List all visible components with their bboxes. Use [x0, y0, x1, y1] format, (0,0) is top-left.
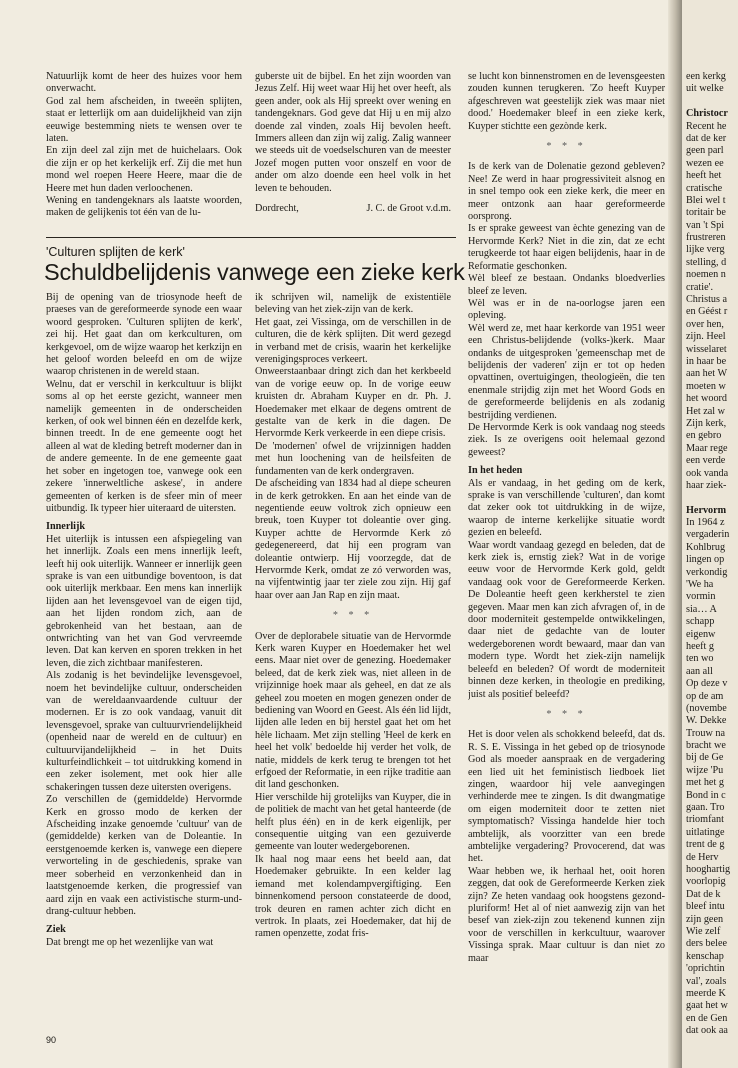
next-page-line: het woord — [686, 393, 728, 405]
article-kicker: 'Culturen splijten de kerk' — [46, 245, 185, 259]
paragraph: En zijn deel zal zijn met de huichelaars. Ook die zijn er op het kerkelijk erf. Zij die met hun mond wel roepen Heere Heere, maar die de Heere met hun daden verloochenen. — [46, 145, 242, 194]
next-page-line: heeft g — [686, 640, 715, 652]
next-page-line: moeten w — [686, 380, 726, 392]
next-page-line: wisselaret — [686, 343, 727, 355]
next-page-line: in haar be — [686, 355, 727, 367]
paragraph: Wening en tandengeknars als laatste woorden, maken de gelijkenis tot één van de lu- — [46, 195, 242, 219]
paragraph: Als zodanig is het bevindelijke levensgevoel, noem het bevindelijke cultuur, onderscheiden van de wereldaanvaardende cultuur der modernen. Er is zo ook vandaag, vanuit dit levensgevoel, sprake van cultuurvriendelijkheid (openheid naar de wereld en de cultuur) en cultuurvijandelijkheid – in het Duits kulturfeindlichkeit – tot uitdrukking komend in een zeker isolement, met ook hier alle schakeringen tussen deze uitersten overigens. — [46, 670, 242, 793]
next-page-line: en de Gen — [686, 1012, 728, 1024]
next-page-line: zijn geen — [686, 913, 724, 925]
next-page-line — [686, 96, 738, 108]
next-page-line: Hervorm — [686, 504, 727, 516]
section-break-stars: * * * — [546, 708, 587, 720]
paragraph: Waar wordt vandaag gezegd en beleden, dat de kerk ziek is, ernstig ziek? Wat in de vorige eeuw voor de Hervormde Kerk gold, geldt vandaag ook voor de Gereformeerde Kerken. De Doleantie heeft geen kerkherstel te zien gegeven. Maar men kan zich afvragen of, in de door moderniteit gestempelde ontwikkelingen, daar niet de gedachte van de louter wedergeborenen wordt bewaard, maar dan van modern type. Wordt het ziek-zijn namelijk beleefd en beleden? Of wordt de moderniteit binnen deze kerken, in theologie en prediking, juist als positief beleefd? — [468, 539, 665, 700]
paragraph: Welnu, dat er verschil in kerkcultuur is blijkt soms al op het eerste gezicht, wanneer men namelijk gemeenten in de onderscheiden kerken, of ook wel binnen één en dezelfde kerk, binnen treedt. In de ene gemeente oogt het alleen al wat de kleding betreft moderner dan in de andere gemeente. In de ene gemeente gaat het sober en ingetogen toe, vanwege ook een zekere 'innerweltliche askese', in andere gemeenten of kerken is de sfeer min of meer uitbundig. Ik typeer hier uiteraard de uitersten. — [46, 378, 242, 514]
next-page-line: triomfant — [686, 814, 724, 826]
next-page-line: dat de ker — [686, 132, 727, 144]
next-page-line: over hen, — [686, 318, 724, 330]
next-page-line: schapp — [686, 616, 715, 628]
next-page-line: bij de Ge — [686, 752, 724, 764]
paragraph: Bij de opening van de triosynode heeft de praeses van de gereformeerde synode een waar woord gesproken. 'Culturen splijten de kerk', zei hij. Het gaat dan om kerkculturen, om kerkgevoel, om de wijze waarop het kerkzijn en het geloof worden beleefd en om de wijze waarop christenen in de wereld staan. — [46, 292, 242, 378]
next-page-line: op de am — [686, 690, 724, 702]
next-page-line: aan all — [686, 665, 713, 677]
next-page-line: lingen op — [686, 554, 725, 566]
next-page-line: Trouw na — [686, 727, 725, 739]
paragraph: Zo verschillen de (gemiddelde) Hervormde Kerk en grosso modo de kerken der Afscheiding inzake genoemde 'cultuur' van de (gemiddelde) kerken van de Doleantie. In eerstgenoemde kerken is, vanwege een diepere verworteling in de geschiedenis, sprake van meer soberheid en verzonkenheid dan in laatstgenoemde kerken, die progressief van aard zijn en vaak een activistische sturm-und-drang-cultuur hebben. — [46, 794, 242, 917]
next-page-edge — [682, 0, 738, 1068]
next-page-line: een kerkg — [686, 71, 726, 82]
next-page-line: een verde — [686, 455, 726, 467]
next-page-line: sia… A — [686, 603, 717, 615]
top-column-1 — [46, 71, 242, 231]
next-page-line: geen parl — [686, 145, 724, 157]
article-column-3 — [468, 71, 665, 1028]
signature-place: Dordrecht, — [255, 203, 299, 215]
next-page-line: en Géést r — [686, 306, 728, 318]
next-page-line: W. Dekke — [686, 715, 727, 727]
next-page-line: hooghartig — [686, 864, 731, 875]
next-page-line: Christus a — [686, 294, 728, 306]
page-number: 90 — [46, 1035, 57, 1045]
next-page-line: Kohlbrug — [686, 541, 726, 553]
next-page-line: bleef intu — [686, 901, 725, 913]
next-page-line: (novembe — [686, 702, 727, 714]
paragraph: De afscheiding van 1834 had al diepe scheuren in de kerk getrokken. En aan het einde van de negentiende eeuw voltrok zich opnieuw een breuk, toen Kuyper tot doleantie over ging. Kuyper achtte de Hervormde Kerk zó gedegenereerd, dat hij een program van doleantie ontwierp. Hij voorzegde, dat de Hervormde Kerk, omdat ze zó verworden was, na vijfentwintig jaar ter ziele zou zijn. Hij gaf haar over aan Jan Rap en zijn maat. — [255, 478, 451, 601]
paragraph: Is er sprake geweest van èchte genezing van de Hervormde Kerk? Niet in die zin, dat ze echt terugkeerde tot haar eigen belijdenis, haar in de Reformatie geschonken. — [468, 223, 665, 272]
next-page-line: trent de g — [686, 839, 725, 851]
next-page-line: Bond in c — [686, 789, 726, 801]
paragraph: Over de deplorabele situatie van de Hervormde Kerk waren Kuyper en Hoedemaker het wel eens. Maar niet over de genezing. Hoedemaker beleed, dat de kerk ziek was, niet alleen in de vrijzinnige hoek maar als geheel, en dat ze als geheel zou moeten en mogen genezen onder de bediening van Woord en Geest. Als één lid lijdt, lijden alle leden en bij herstel gaat het om het hèle lichaam. Met zijn stelling 'Heel de kerk en heel het volk' bedoelde hij verder het volk, de natie, middels de kerk terug te brengen tot het erfgoed der Reformatie, in een rijke traditie aan dit land geschonken. — [255, 630, 451, 791]
subheading-ziek: Ziek — [46, 924, 66, 936]
signature-name: J. C. de Groot v.d.m. — [366, 203, 451, 215]
next-page-fragments — [686, 71, 738, 1037]
next-page-line: In 1964 z — [686, 517, 725, 529]
next-page-line: Recent he — [686, 120, 727, 132]
paragraph: ik schrijven wil, namelijk de existentiële beleving van het ziek-zijn van de kerk. — [255, 292, 451, 316]
next-page-line: cratische — [686, 182, 723, 194]
next-page-line: frustreren — [686, 232, 726, 244]
paragraph: God zal hem afscheiden, in tweeën splijten, staat er letterlijk om aan duidelijkheid van zijn eeuwige bestemming niets te wensen over te laten. — [46, 95, 242, 145]
next-page-line: eigenw — [686, 628, 716, 640]
paragraph: Ik haal nog maar eens het beeld aan, dat Hoedemaker gebruikte. In een kelder lag iemand met kolendampvergiftiging. Een binnenkomend persoon constateerde de dood, trok deuren en ramen achter zich dicht en vertrok. In plaats, zei Hoedemaker, dat hij de ramen openzette, zodat fris- — [255, 853, 451, 940]
next-page-line: 'oprichtin — [686, 963, 725, 975]
paragraph: Dat brengt me op het wezenlijke van wat — [46, 936, 214, 948]
next-page-line: val', zoals — [686, 975, 727, 987]
next-page-line: uit welke — [686, 83, 724, 95]
next-page-line: dat ook aa — [686, 1025, 728, 1037]
section-divider — [46, 237, 456, 238]
paragraph: De 'modernen' ofwel de vrijzinnigen hadden met hun loochening van de heilsfeiten de fundamenten van de kerk ondergraven. — [255, 440, 451, 477]
paragraph: Onweerstaanbaar dringt zich dan het kerkbeeld van de vorige eeuw op. In de vorige eeuw kruisten dr. Abraham Kuyper en dr. Ph. J. Hoedemaker met elkaar de degens omtrent de gestalte van de kerk in die dagen. De Hervormde Kerk verkeerde in een diepe crisis. — [255, 366, 451, 440]
next-page-line: verkondig — [686, 566, 728, 578]
next-page-line: gaan. Tro — [686, 802, 725, 814]
next-page-line: uitlatinge — [686, 826, 725, 838]
next-page-line: vormin — [686, 591, 716, 603]
section-break-stars: * * * — [546, 141, 587, 153]
next-page-line: gaat het w — [686, 1000, 728, 1012]
paragraph: Het uiterlijk is intussen een afspiegeling van het innerlijk. Zoals een mens innerlijk leeft, leeft hij ook uiterlijk. Wanneer er innerlijk geen sprake is van een uitbundige boventoon, is dat ook uiterlijk merkbaar. Een mens kan innerlijk lijden aan het levensgevoel van de eigen tijd, aan het lijden rondom zich, aan de gebrokenheid van het bestaan, aan de ontwrichting van het van God vervreemde leven. Dat kan kerven en sporen trekken in het leven, die zich zichtbaar manifesteren. — [46, 533, 242, 669]
next-page-line: lijke verg — [686, 244, 725, 256]
next-page-line: vergaderin — [686, 529, 730, 541]
next-page-line: 'We ha — [686, 579, 714, 591]
paragraph: guberste uit de bijbel. En het zijn woorden van Jezus Zelf. Hij weet waar Hij het over heeft, als geen ander, ook als Hij spreekt over wening en tandengeknars. God geve dat Hij u en mij alzo doende zal vinden, zoals Hij bevolen heeft. Immers alleen dan zijn wij zalig. Zalig wanneer we steeds uit de voedselschuren van de meester Jozef mogen putten voor onszelf en voor de ander om alzo doende een heel volk in het leven te behouden. — [255, 71, 451, 194]
paragraph: Wèl bleef ze bestaan. Ondanks bloedverlies bleef ze leven. — [468, 273, 665, 297]
next-page-line: stelling, d — [686, 256, 727, 268]
next-page-line: wezen ee — [686, 157, 724, 169]
next-page-line: en gebro — [686, 430, 722, 442]
paragraph: Natuurlijk komt de heer des huizes voor hem onverwacht. — [46, 71, 242, 95]
next-page-line: bracht we — [686, 740, 726, 752]
article-headline: Schuldbelijdenis vanwege een zieke kerk — [44, 259, 465, 285]
paragraph: Hier verschilde hij grotelijks van Kuyper, die in de politiek de macht van het getal hanteerde (de helft plus één) en in de kerk eigenlijk, per consequentie uitging van een gezuiverde gemeente van louter wedergeborenen. — [255, 791, 451, 853]
next-page-line: voorlopig — [686, 876, 726, 888]
paragraph: Waar hebben we, ik herhaal het, ooit horen zeggen, dat ook de Gereformeerde Kerken ziek zijn? Ze heten vandaag ook hoogstens gezond-pluriform! Het al of niet aanwezig zijn van het besef van ziek-zijn zou tekenend kunnen zijn voor de verschillen in kerkcultuur, waarover Vissinga sprak. Maar cultuur is dan niet zo maar — [468, 865, 665, 964]
next-page-line: ders belee — [686, 938, 728, 950]
next-page-line: Wie zelf — [686, 925, 721, 937]
top-column-2 — [255, 71, 451, 231]
next-page-line: Zijn kerk, — [686, 417, 727, 429]
next-page-line: Op deze v — [686, 678, 728, 690]
next-page-line: haar ziek- — [686, 479, 727, 491]
section-break-stars: * * * — [332, 610, 374, 622]
article-column-2 — [255, 292, 451, 1028]
paragraph: se lucht kon binnenstromen en de levensgeesten zouden kunnen terugkeren. 'Zo heeft Kuyper afgeschreven wat geestelijk ziek was maar niet dood.' Hoedemaker bleef in een zieke kerk, Kuyper stichtte een gezònde kerk. — [468, 71, 665, 132]
subheading-innerlijk: Innerlijk — [46, 521, 86, 533]
next-page-line: Dat de k — [686, 888, 721, 900]
next-page-line: meerde K — [686, 987, 726, 999]
next-page-line: wijze 'Pu — [686, 764, 724, 776]
next-page-line: van 't Spi — [686, 219, 725, 231]
article-column-1 — [46, 292, 242, 1028]
next-page-line: aan het W — [686, 368, 728, 380]
next-page-line: Maar rege — [686, 442, 728, 454]
next-page-line: toritair be — [686, 207, 726, 219]
book-gutter — [668, 0, 682, 1068]
next-page-line: ten wo — [686, 653, 714, 665]
paragraph: Het gaat, zei Vissinga, om de verschillen in de culturen, die de kèrk splijten. Dit werd gezegd in verband met de crisis, waarin het kerkelijke verenigingsproces verkeert. — [255, 316, 451, 366]
next-page-line: noemen n — [686, 269, 726, 281]
paragraph: De Hervormde Kerk is ook vandaag nog steeds ziek. Is ze overigens ooit helemaal gezond geweest? — [468, 421, 665, 458]
subheading-in-het-heden: In het heden — [468, 465, 523, 477]
signature — [255, 203, 451, 215]
next-page-line: de Herv — [686, 851, 719, 863]
paragraph: Is de kerk van de Dolenatie gezond gebleven? Nee! Ze werd in haar progressiviteit alsnog en in snel tempo ook een zieke kerk, die meer en meer ontzonk aan haar gereformeerde oorsprong. — [468, 161, 665, 223]
next-page-line: met het g — [686, 777, 724, 789]
next-page-line: heeft het — [686, 170, 722, 182]
next-page-line: Blei wel t — [686, 194, 726, 206]
next-page-line — [686, 492, 738, 504]
paragraph: Wèl was er in de na-oorlogse jaren een opleving. — [468, 297, 665, 322]
next-page-line: kenschap — [686, 950, 724, 962]
paragraph: Wèl werd ze, met haar kerkorde van 1951 weer een Christus-belijdende (volks-)kerk. Maar ondanks de uitgesproken 'gemeenschap met de belijdenis der vaderen' zijn er tot op heden opvattinen, overtuigingen, theologieën, die ten enenmale strijdig zijn met het Woord Gods en de gereformeerde belijdenis en als zodanig bestrijding verdienen. — [468, 322, 665, 421]
next-page-line: zijn. Heel — [686, 331, 726, 343]
next-page-line: ook vanda — [686, 467, 729, 479]
paragraph: Als er vandaag, in het geding om de kerk, sprake is van verschillende 'culturen', dan komt dat zeker ook tot uitdrukking in de wijze, waarop de interne kerkelijke situatie wordt gezien en beleefd. — [468, 477, 665, 539]
paragraph: Het is door velen als schokkend beleefd, dat ds. R. S. E. Vissinga in het gebed op de triosynode God als moeder aanspraak en de vergadering een lied uit het feministisch liedboek liet zingen, waardoor hij vele aanvegingen verhinderde mee te zingen. Is dit dwangmatige om eigen moderniteit door te zetten niet symptomatisch? Vissinga handelde hier toch ambtelijk, als voorzitter van een brede ambtelijke vergadering? Provocerend, dat was het. — [468, 729, 665, 865]
next-page-line: Het zal w — [686, 405, 726, 417]
next-page-line: Christocr — [686, 108, 728, 120]
next-page-line: cratie'. — [686, 281, 714, 293]
